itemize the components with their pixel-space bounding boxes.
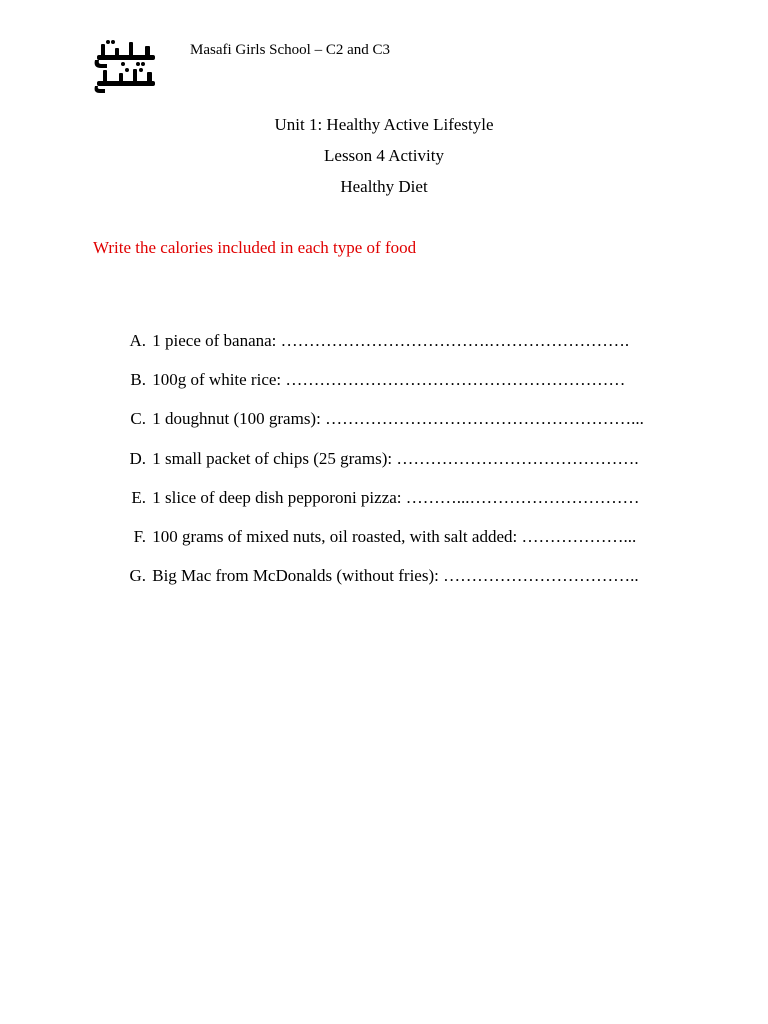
- question-item: [120, 487, 680, 526]
- question-text: 100g of white rice: ……………………………………………………: [152, 370, 626, 390]
- question-text: 1 small packet of chips (25 grams): …………………………………….: [152, 448, 639, 468]
- question-item: [120, 526, 680, 565]
- title-block: [0, 114, 768, 207]
- question-item: [120, 330, 680, 369]
- question-list: [120, 330, 680, 604]
- question-item: [120, 408, 680, 447]
- question-text: 1 doughnut (100 grams): ………………………………………………...: [152, 409, 644, 429]
- arabic-calligraphy-logo-icon: [93, 38, 161, 94]
- lesson-title: Lesson 4 Activity: [324, 146, 444, 165]
- question-text: 1 slice of deep dish pepporoni pizza: ………...…………………………: [152, 487, 640, 507]
- school-name: Masafi Girls School – C2 and C3: [190, 42, 390, 58]
- question-letter: F.: [133, 526, 146, 546]
- question-item: [120, 369, 680, 408]
- question-letter: C.: [130, 409, 146, 429]
- ministry-logo: [93, 38, 161, 94]
- question-text: Big Mac from McDonalds (without fries): ……………………………..: [152, 566, 639, 586]
- question-item: [120, 565, 680, 604]
- question-text: 100 grams of mixed nuts, oil roasted, with salt added: ………………...: [152, 526, 637, 546]
- question-text: 1 piece of banana: ……………………………….…………………….: [152, 331, 630, 350]
- unit-title: Unit 1: Healthy Active Lifestyle: [274, 115, 494, 134]
- question-letter: D.: [129, 448, 146, 468]
- topic-title: Healthy Diet: [340, 177, 428, 196]
- question-letter: G.: [129, 566, 146, 586]
- question-letter: B.: [130, 370, 146, 390]
- question-letter: A.: [129, 331, 146, 350]
- instruction-text: Write the calories included in each type of food: [93, 238, 417, 257]
- question-item: [120, 448, 680, 487]
- question-letter: E.: [131, 487, 146, 507]
